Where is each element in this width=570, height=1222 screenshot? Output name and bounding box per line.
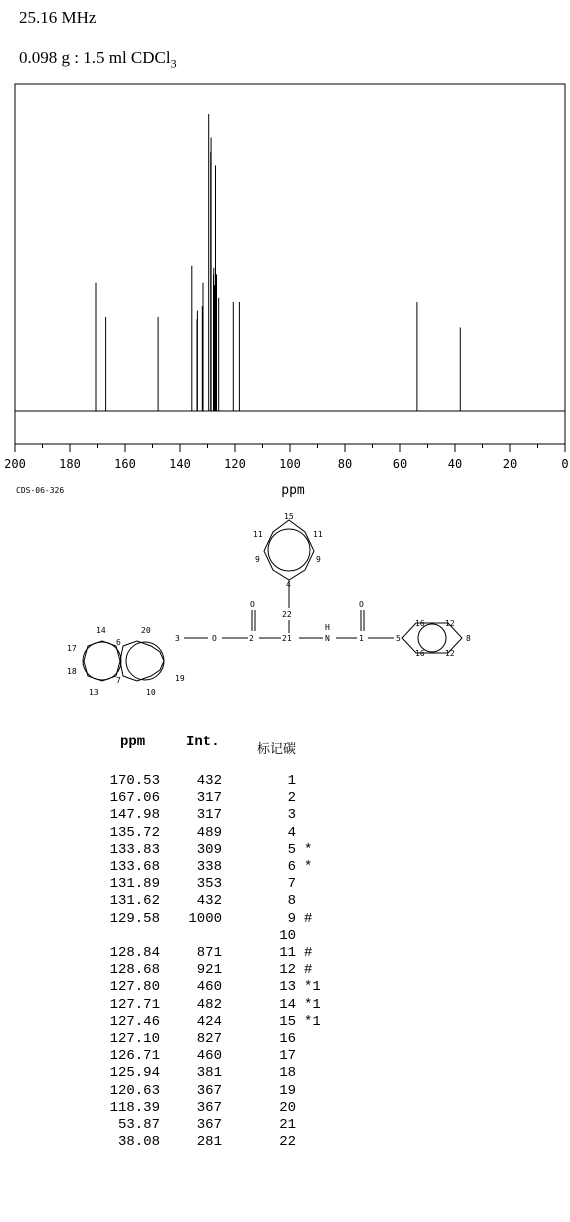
- atom-label: 20: [141, 626, 151, 635]
- column-header-intensity: Int.: [186, 734, 220, 750]
- atom-label: 9: [316, 555, 321, 564]
- atom-label: 8: [466, 634, 471, 643]
- ppm-cell: 127.80: [109, 979, 160, 996]
- atom-label: 4: [286, 580, 291, 589]
- table-row: [80, 997, 364, 1014]
- carbon-cell: 3: [287, 807, 296, 824]
- carbon-cell: 12: [279, 962, 296, 979]
- x-tick-label: 60: [392, 457, 408, 471]
- naphthalene-left-circle: [83, 642, 121, 680]
- carbon-cell: 22: [279, 1134, 296, 1151]
- peak-table: [80, 773, 364, 1151]
- mark-cell: [296, 825, 364, 842]
- carbon-cell: 17: [279, 1048, 296, 1065]
- intensity-cell: [160, 928, 222, 945]
- intensity-cell: 489: [196, 824, 222, 841]
- ppm-cell: 170.53: [109, 773, 160, 789]
- table-row: [80, 1014, 364, 1031]
- carbon-cell: 5: [287, 841, 296, 858]
- benzoyl-ring-circle: [418, 624, 446, 652]
- intensity-cell: 460: [196, 1048, 222, 1065]
- table-row: [80, 911, 364, 928]
- table-row: [80, 842, 364, 859]
- mark-cell: *1: [304, 1013, 321, 1030]
- atom-label: 19: [175, 674, 185, 683]
- table-row: [80, 773, 364, 790]
- table-row: [80, 807, 364, 824]
- carbon-cell: 6: [287, 859, 296, 876]
- sample-concentration: [19, 48, 177, 71]
- spectrometer-frequency: 25.16 MHz: [19, 8, 97, 27]
- x-tick-label: 40: [447, 457, 463, 471]
- table-row: [80, 1117, 364, 1134]
- ppm-cell: 133.68: [109, 859, 160, 876]
- table-row: [80, 1031, 364, 1048]
- spectrum-code: CDS-06-326: [16, 486, 65, 495]
- carbon-cell: 10: [279, 927, 296, 944]
- mark-cell: #: [304, 945, 313, 962]
- peak-group: [96, 114, 460, 411]
- table-row: [80, 1048, 364, 1065]
- carbon-cell: 14: [279, 996, 296, 1013]
- ppm-cell: 135.72: [109, 824, 160, 841]
- intensity-cell: 871: [196, 945, 222, 962]
- atom-label: 22: [282, 610, 292, 619]
- atom-label: H: [325, 623, 330, 632]
- intensity-cell: 432: [196, 773, 222, 789]
- mark-cell: [296, 928, 364, 945]
- atom-label: O: [359, 600, 364, 609]
- mark-cell: #: [304, 962, 313, 979]
- ppm-cell: 127.46: [109, 1013, 160, 1030]
- intensity-cell: 432: [196, 893, 222, 910]
- atom-label: 6: [116, 638, 121, 647]
- mark-cell: *1: [304, 996, 321, 1013]
- x-tick-label: 20: [502, 457, 518, 471]
- intensity-cell: 1000: [188, 910, 222, 927]
- atom-label: 13: [89, 688, 99, 697]
- ppm-cell: 38.08: [117, 1134, 160, 1151]
- mark-cell: [296, 876, 364, 893]
- mark-cell: *: [304, 859, 313, 876]
- table-row: [80, 893, 364, 910]
- ppm-cell: 53.87: [117, 1117, 160, 1134]
- atom-label: 12: [445, 649, 455, 658]
- intensity-cell: 353: [196, 876, 222, 893]
- molecular-structure: [0, 505, 570, 715]
- atom-label: 21: [282, 634, 292, 643]
- ppm-cell: 167.06: [109, 790, 160, 807]
- atom-label: O: [212, 634, 217, 643]
- x-tick-label: 120: [224, 457, 246, 471]
- ppm-cell: 147.98: [109, 807, 160, 824]
- plot-frame: [15, 84, 565, 444]
- intensity-cell: 921: [196, 962, 222, 979]
- top-ring-inner-circle: [268, 529, 310, 571]
- ppm-cell: [80, 928, 160, 945]
- ppm-cell: 120.63: [109, 1082, 160, 1099]
- carbon-cell: 2: [287, 790, 296, 807]
- naphthalene-right-circle: [126, 642, 164, 680]
- mark-cell: [296, 1083, 364, 1100]
- atom-label: 5: [396, 634, 401, 643]
- intensity-cell: 317: [196, 807, 222, 824]
- atom-label: 15: [284, 512, 294, 521]
- carbon-cell: 15: [279, 1013, 296, 1030]
- mark-cell: [296, 1048, 364, 1065]
- table-row: [80, 790, 364, 807]
- atom-label: 14: [96, 626, 106, 635]
- table-row: [80, 945, 364, 962]
- mark-cell: *1: [304, 979, 321, 996]
- intensity-cell: 367: [196, 1117, 222, 1134]
- carbon-cell: 4: [287, 824, 296, 841]
- intensity-cell: 424: [196, 1013, 222, 1030]
- x-tick-label: 0: [561, 457, 569, 471]
- ppm-cell: 133.83: [109, 841, 160, 858]
- table-row: [80, 1083, 364, 1100]
- intensity-cell: 827: [196, 1031, 222, 1048]
- table-row: [80, 1100, 364, 1117]
- carbon-cell: 9: [287, 910, 296, 927]
- atom-label: 16: [415, 649, 425, 658]
- mark-cell: [296, 1134, 364, 1151]
- mark-cell: [296, 790, 364, 807]
- table-row: [80, 1134, 364, 1151]
- mark-cell: *: [304, 841, 313, 858]
- intensity-cell: 460: [196, 979, 222, 996]
- intensity-cell: 338: [196, 859, 222, 876]
- atom-label: 18: [67, 667, 77, 676]
- carbon-cell: 16: [279, 1031, 296, 1048]
- table-row: [80, 876, 364, 893]
- x-tick-label: 140: [169, 457, 191, 471]
- mark-cell: [296, 1031, 364, 1048]
- atom-label: O: [250, 600, 255, 609]
- nmr-spectrum-chart: [0, 80, 570, 500]
- ppm-cell: 131.89: [109, 876, 160, 893]
- x-tick-label: 100: [279, 457, 301, 471]
- intensity-cell: 281: [196, 1134, 222, 1151]
- table-row: [80, 1065, 364, 1082]
- column-header-carbon: 标记碳: [257, 742, 297, 757]
- table-row: [80, 825, 364, 842]
- ppm-cell: 118.39: [109, 1099, 160, 1116]
- mark-cell: [296, 1065, 364, 1082]
- atom-label: 16: [415, 619, 425, 628]
- atom-label: 12: [445, 619, 455, 628]
- atom-label: 3: [175, 634, 180, 643]
- carbon-cell: 1: [287, 773, 296, 789]
- intensity-cell: 482: [196, 996, 222, 1013]
- mark-cell: [296, 1117, 364, 1134]
- ppm-cell: 127.10: [109, 1031, 160, 1048]
- x-axis-ticks: [4, 444, 568, 471]
- ppm-cell: 126.71: [109, 1048, 160, 1065]
- carbon-cell: 7: [287, 876, 296, 893]
- atom-label: 2: [249, 634, 254, 643]
- ppm-cell: 128.84: [109, 945, 160, 962]
- table-row: [80, 928, 364, 945]
- mark-cell: [296, 1100, 364, 1117]
- carbon-cell: 20: [279, 1099, 296, 1116]
- intensity-cell: 317: [196, 790, 222, 807]
- x-tick-label: 80: [337, 457, 353, 471]
- intensity-cell: 309: [196, 841, 222, 858]
- mark-cell: #: [304, 910, 313, 927]
- carbon-cell: 13: [279, 979, 296, 996]
- intensity-cell: 367: [196, 1082, 222, 1099]
- mark-cell: [296, 807, 364, 824]
- table-row: [80, 859, 364, 876]
- atom-label: 7: [116, 676, 121, 685]
- atom-label: 17: [67, 644, 77, 653]
- x-tick-label: 180: [59, 457, 81, 471]
- carbon-cell: 11: [279, 945, 296, 962]
- table-row: [80, 962, 364, 979]
- sample-text: 0.098 g : 1.5 ml CDCl: [19, 48, 171, 67]
- sample-subscript: 3: [170, 56, 177, 71]
- ppm-cell: 131.62: [109, 893, 160, 910]
- atom-label: 11: [253, 530, 263, 539]
- atom-label: 1: [359, 634, 364, 643]
- intensity-cell: 367: [196, 1099, 222, 1116]
- table-row: [80, 979, 364, 996]
- carbon-cell: 21: [279, 1117, 296, 1134]
- ppm-cell: 127.71: [109, 996, 160, 1013]
- x-tick-label: 160: [114, 457, 136, 471]
- x-axis-label: ppm: [281, 483, 305, 498]
- ppm-cell: 128.68: [109, 962, 160, 979]
- x-tick-label: 200: [4, 457, 26, 471]
- atom-label: 10: [146, 688, 156, 697]
- ppm-cell: 125.94: [109, 1065, 160, 1082]
- intensity-cell: 381: [196, 1065, 222, 1082]
- carbon-cell: 8: [287, 893, 296, 910]
- carbon-cell: 18: [279, 1065, 296, 1082]
- atom-label: N: [325, 634, 330, 643]
- atom-label: 11: [313, 530, 323, 539]
- atom-label: 9: [255, 555, 260, 564]
- mark-cell: [296, 893, 364, 910]
- column-header-ppm: ppm: [120, 734, 146, 750]
- carbon-cell: 19: [279, 1082, 296, 1099]
- mark-cell: [296, 773, 364, 790]
- ppm-cell: 129.58: [109, 910, 160, 927]
